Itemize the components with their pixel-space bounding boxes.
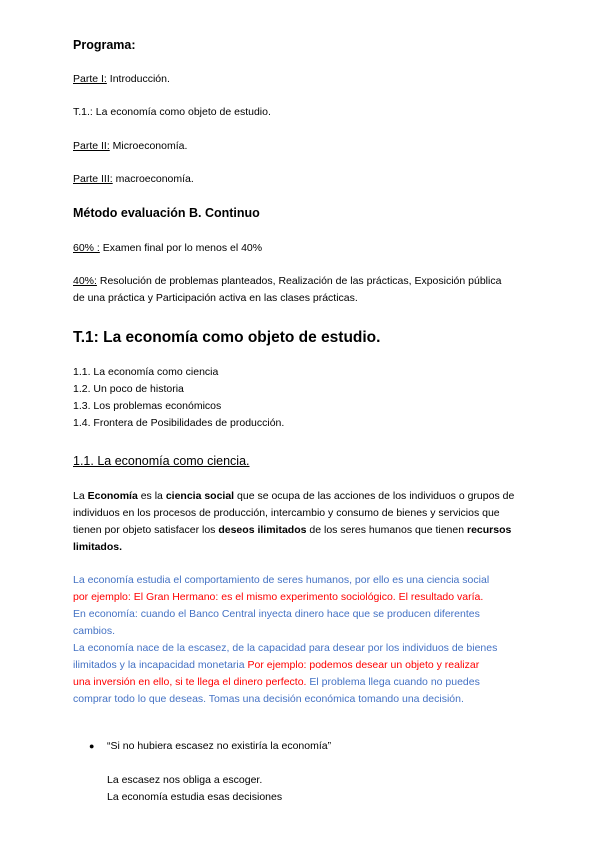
tema-1-list-item: 1.3. Los problemas económicos: [73, 400, 222, 412]
definition-text: tienen por objeto satisfacer los: [73, 524, 219, 536]
definition-line-1: [73, 488, 514, 505]
parte-3: [73, 171, 194, 188]
evaluacion-item-1: [73, 240, 262, 257]
definition-line-4: limitados.: [73, 541, 123, 553]
evaluacion-item-2-cont: de una práctica y Participación activa en las clases prácticas.: [73, 292, 358, 304]
definition-bold: ciencia social: [165, 490, 235, 502]
parte-2: [73, 138, 187, 155]
parte-3-text: macroeconomía.: [112, 173, 194, 185]
definition-text: de los seres humanos que tienen: [306, 524, 467, 536]
evaluacion-item-2: [73, 273, 501, 290]
tema-1-title: T.1: La economía como objeto de estudio.: [73, 329, 381, 346]
tema-1-list-item: 1.1. La economía como ciencia: [73, 366, 219, 378]
tema-1-line: T.1.: La economía como objeto de estudio.: [73, 106, 271, 118]
tema-1-list-item: 1.4. Frontera de Posibilidades de producción.: [73, 417, 285, 429]
parte-3-label: Parte III:: [73, 173, 113, 185]
tema-1-list-item: 1.2. Un poco de historia: [73, 383, 184, 395]
definition-text: que se ocupa de las acciones de los individuos o grupos de: [234, 490, 515, 502]
quote-line-1: La escasez nos obliga a escoger.: [107, 774, 263, 786]
quote-text: “Si no hubiera escasez no existiría la economía”: [107, 740, 332, 752]
evaluacion-item-1-text: Examen final por lo menos el 40%: [99, 242, 263, 254]
definition-text: La: [73, 490, 88, 502]
parte-2-label: Parte II:: [73, 140, 110, 152]
note-line: comprar todo lo que deseas. Tomas una decisión económica tomando una decisión.: [73, 693, 464, 705]
evaluacion-title: Método evaluación B. Continuo: [73, 206, 260, 220]
parte-1-label: Parte I:: [73, 73, 107, 85]
evaluacion-item-1-label: 60% :: [73, 242, 100, 254]
definition-line-2: individuos en los procesos de producción, intercambio y consumo de bienes y servicios que: [73, 507, 500, 519]
note-line: La economía estudia el comportamiento de seres humanos, por ello es una ciencia social: [73, 574, 490, 586]
note-text-red: una inversión en ello, si te llega el dinero perfecto.: [73, 676, 307, 688]
section-1-1-title: 1.1. La economía como ciencia.: [73, 454, 250, 468]
note-line: cambios.: [73, 625, 116, 637]
evaluacion-item-2-text: Resolución de problemas planteados, Realización de las prácticas, Exposición pública: [96, 275, 502, 287]
note-text-blue: El problema llega cuando no puedes: [306, 676, 480, 688]
note-line: La economía nace de la escasez, de la capacidad para desear por los individuos de bienes: [73, 642, 498, 654]
parte-2-text: Microeconomía.: [109, 140, 188, 152]
programa-title: Programa:: [73, 38, 136, 52]
definition-bold: recursos: [467, 524, 512, 536]
bullet-icon: ●: [89, 741, 95, 751]
note-text-blue: ilimitados y la incapacidad monetaria: [73, 659, 248, 671]
definition-bold: deseos ilimitados: [218, 524, 307, 536]
note-text-red: Por ejemplo: podemos desear un objeto y realizar: [247, 659, 480, 671]
note-line: por ejemplo: El Gran Hermano: es el mismo experimento sociológico. El resultado varía.: [73, 591, 484, 603]
definition-line-3: [73, 522, 511, 539]
quote-line-2: La economía estudia esas decisiones: [107, 791, 283, 803]
definition-bold: Economía: [87, 490, 138, 502]
parte-1-text: Introducción.: [106, 73, 170, 85]
note-line: [73, 674, 480, 691]
note-line: En economía: cuando el Banco Central inyecta dinero hace que se producen diferentes: [73, 608, 480, 620]
parte-1: [73, 71, 170, 88]
note-line: [73, 657, 479, 674]
definition-text: es la: [137, 490, 166, 502]
evaluacion-item-2-label: 40%:: [73, 275, 97, 287]
